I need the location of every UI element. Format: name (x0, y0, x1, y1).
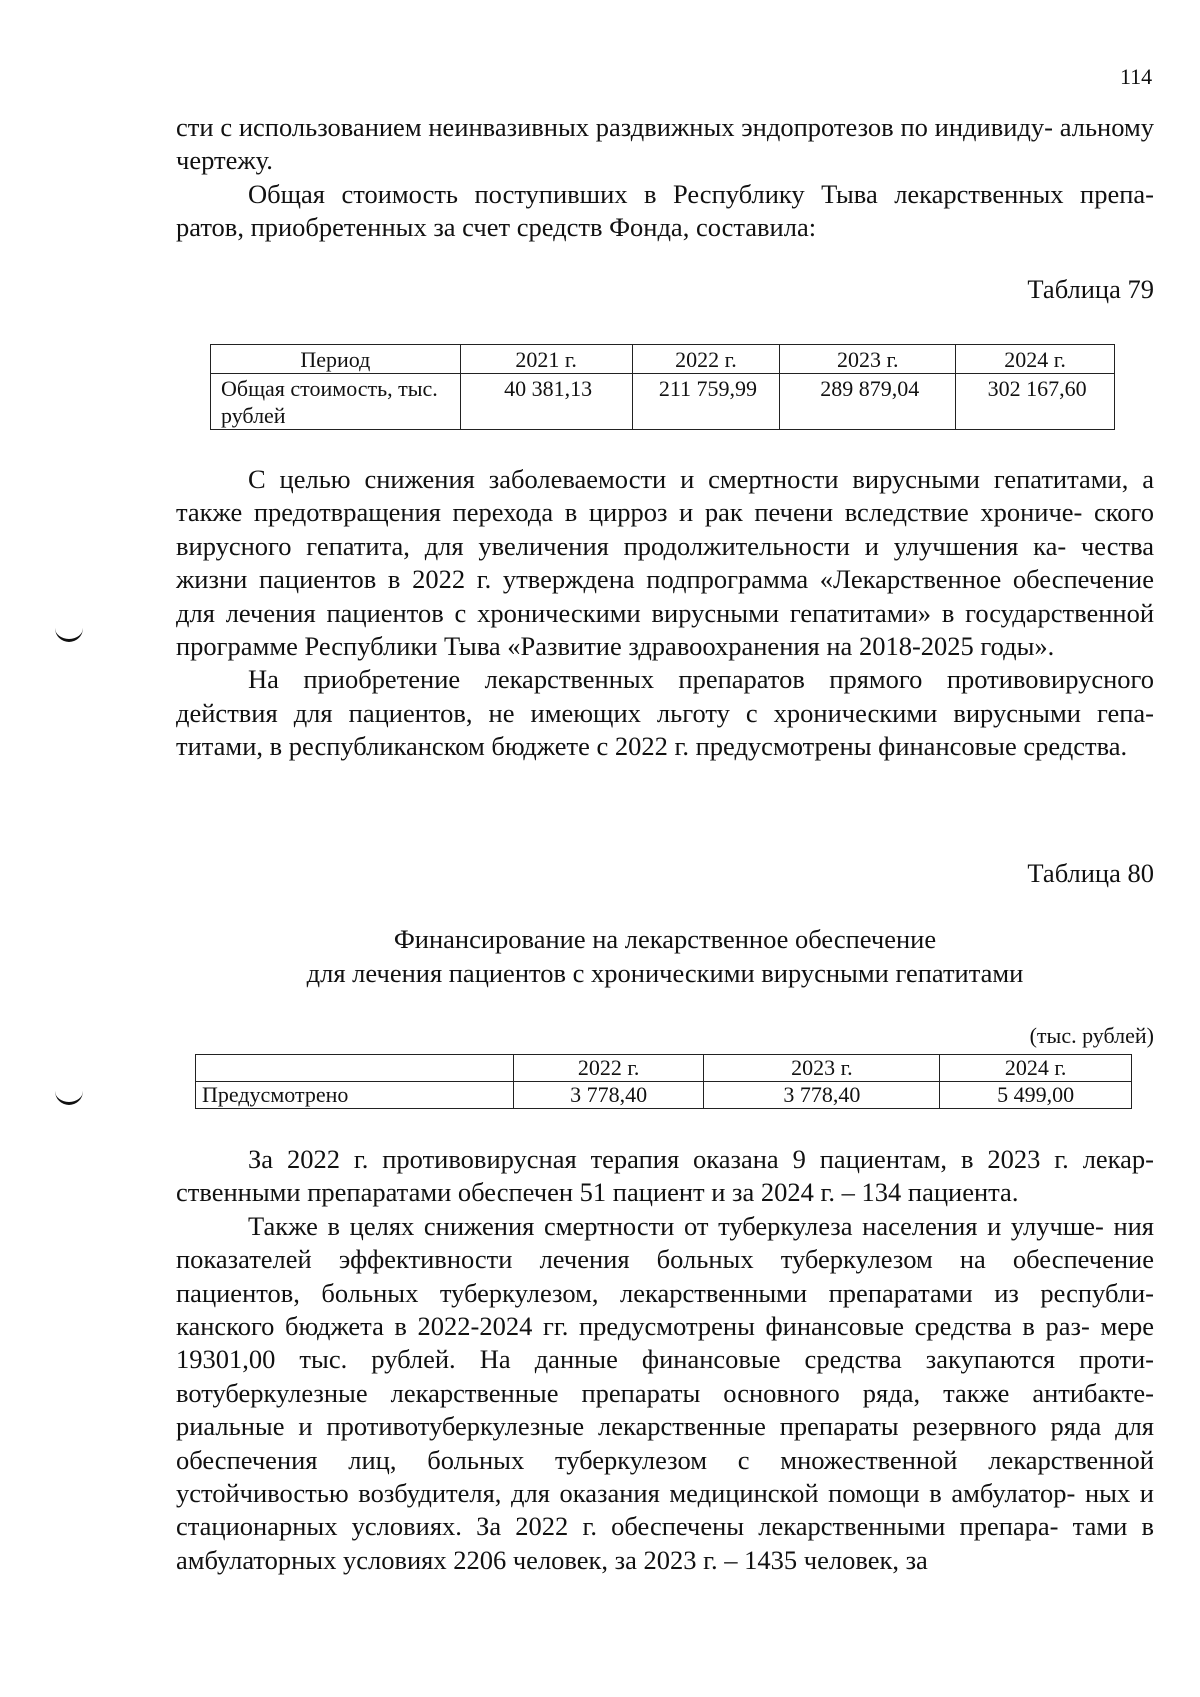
table-header-row (196, 1055, 1132, 1082)
paragraph: Общая стоимость поступивших в Республику Тыва лекарственных препа- ратов, приобретенных за счет средств Фонда, составила: (176, 178, 1154, 243)
table-80-caption: Таблица 80 (1027, 858, 1154, 888)
paragraph: За 2022 г. противовирусная терапия оказана 9 пациентам, в 2023 г. лекар- ственными препаратами обеспечен 51 пациент и за 2024 г. – 134 пациента. (176, 1144, 1154, 1208)
table-cell: 211 759,99 (632, 374, 780, 430)
table-cell: 5 499,00 (940, 1082, 1132, 1109)
table-cell: 3 778,40 (513, 1082, 704, 1109)
table-80-title-line: для лечения пациентов с хроническими вирусными гепатитами (306, 958, 1024, 988)
header-cell: 2022 г. (513, 1055, 704, 1082)
text-block-top (176, 111, 1154, 245)
row-label: Предусмотрено (196, 1082, 514, 1109)
table-79 (210, 344, 1115, 430)
paragraph: Также в целях снижения смертности от туберкулеза населения и улучше- ния показателей эффективности лечения больных туберкулезом на обеспечение пациентов, больных туберкулезом, лекарственными препаратами из республи- канского бюджета в 2022-2024 гг. предусмотрены финансовые средства в раз- мере 19301,00 тыс. рублей. На данные финансовые средства закупаются проти- вотуберкулезные лекарственные препараты основного ряда, также антибакте- риальные и противотуберкулезные лекарственные препараты резервного ряда для обеспечения лиц, больных туберкулезом с множественной лекарственной устойчивостью возбудителя, для оказания медицинской помощи в амбулатор- ных и стационарных условиях. За 2022 г. обеспечены лекарственными препара- тами в амбулаторных условиях 2206 человек, за 2023 г. – 1435 человек, за (176, 1210, 1154, 1575)
table-cell: 40 381,13 (460, 374, 632, 430)
table-row (196, 1082, 1132, 1109)
row-label: Общая стоимость, тыс. рублей (211, 374, 461, 430)
paragraph: На приобретение лекарственных препаратов прямого противовирусного действия для пациентов, не имеющих льготу с хроническими вирусными гепа- титами, в республиканском бюджете с 2022 г. предусмотрены финансовые средства. (176, 664, 1154, 762)
header-cell: 2024 г. (956, 345, 1115, 374)
binder-mark (55, 1090, 83, 1105)
table-79-caption: Таблица 79 (1027, 274, 1154, 304)
header-cell: Период (211, 345, 461, 374)
header-cell: 2022 г. (632, 345, 780, 374)
text-block-bottom (176, 1143, 1154, 1577)
paragraph: С целью снижения заболеваемости и смертности вирусными гепатитами, а также предотвращения перехода в цирроз и рак печени вследствие хрониче- ского вирусного гепатита, для увеличения продолжительности и улучшения ка- чества жизни пациентов в 2022 г. утверждена подпрограмма «Лекарственное обеспечение для лечения пациентов с хроническими вирусными гепатитами» в государственной программе Республики Тыва «Развитие здравоохранения на 2018-2025 годы». (176, 464, 1154, 662)
table-80-unit: (тыс. рублей) (1029, 1023, 1154, 1048)
page-number: 114 (1120, 64, 1153, 89)
table-row (211, 374, 1115, 430)
header-cell: 2023 г. (780, 345, 956, 374)
paragraph: сти с использованием неинвазивных раздвижных эндопротезов по индивиду- альному чертежу. (176, 112, 1154, 176)
header-cell: 2023 г. (704, 1055, 940, 1082)
table-cell: 3 778,40 (704, 1082, 940, 1109)
header-cell: 2024 г. (940, 1055, 1132, 1082)
header-cell: 2021 г. (460, 345, 632, 374)
table-80 (195, 1054, 1132, 1109)
table-cell: 302 167,60 (956, 374, 1115, 430)
text-block-middle (176, 463, 1154, 764)
table-80-title-line: Финансирование на лекарственное обеспечение (393, 924, 937, 954)
binder-mark (55, 627, 83, 642)
header-cell (196, 1055, 514, 1082)
table-80-title (176, 922, 1154, 990)
table-cell: 289 879,04 (780, 374, 956, 430)
table-header-row (211, 345, 1115, 374)
